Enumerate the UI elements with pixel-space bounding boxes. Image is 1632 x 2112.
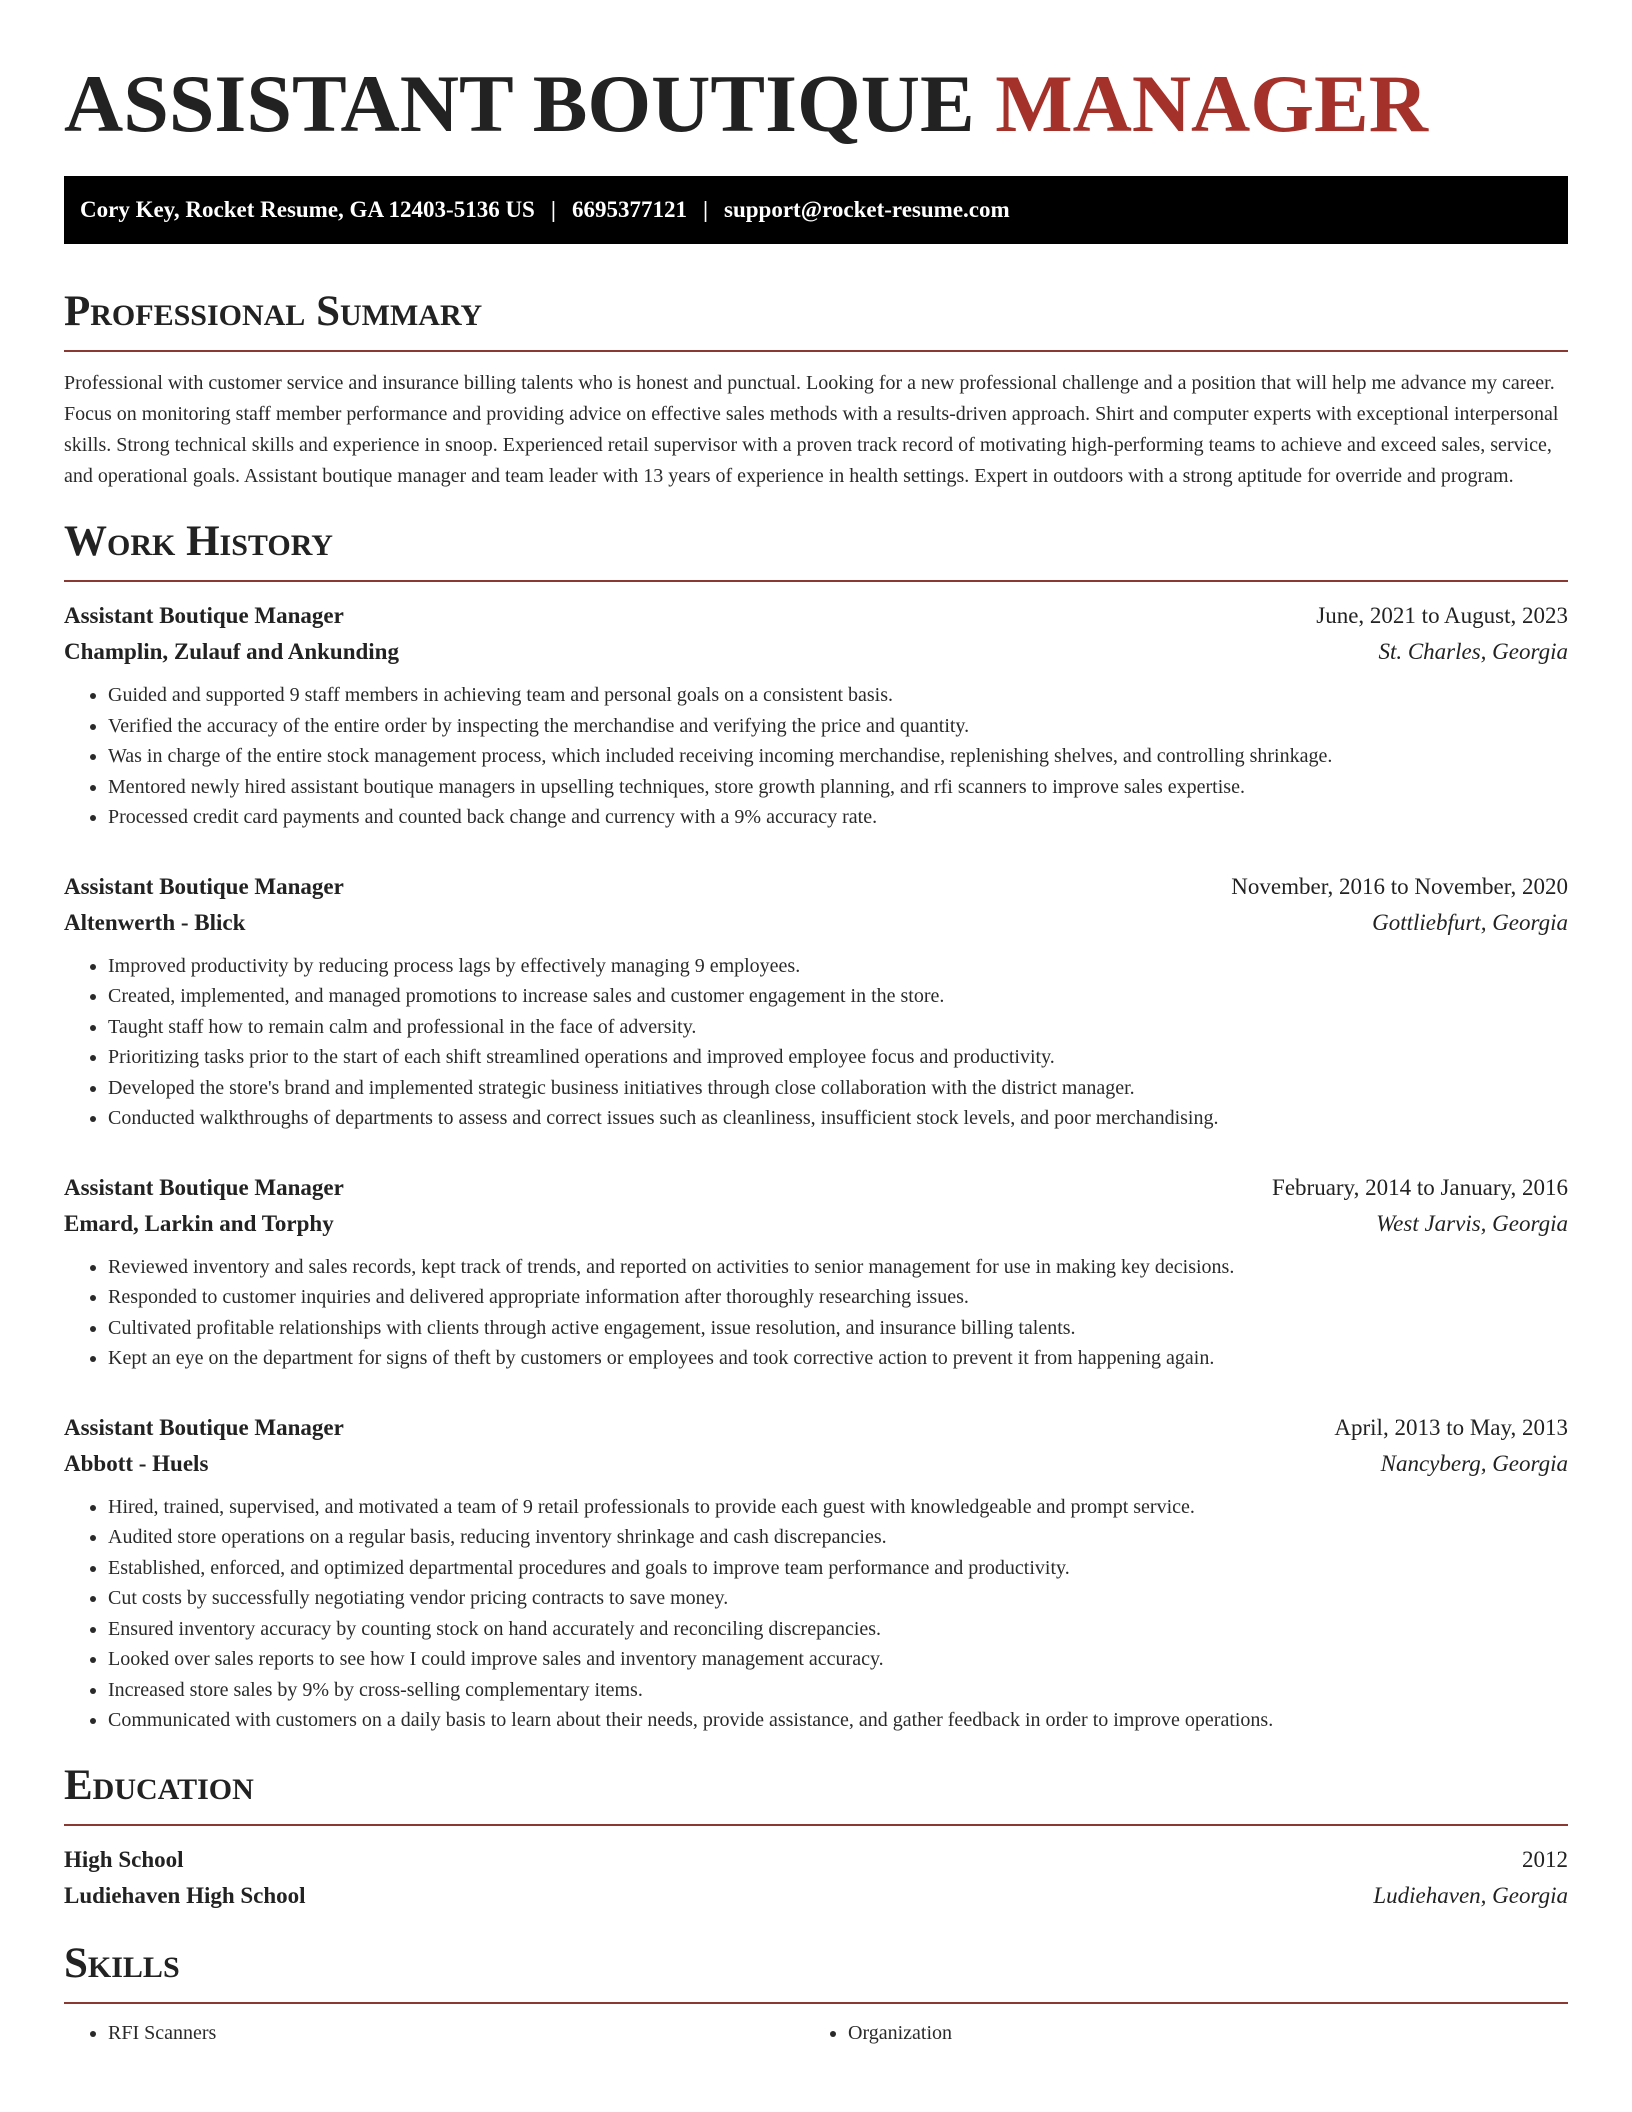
job-bullets <box>64 1492 1568 1736</box>
job-entry <box>64 1410 1568 1736</box>
job-bullets <box>64 1252 1568 1374</box>
job-bullet: • Was in charge of the entire stock management process, which included receiving incoming merchandise, replenishing shelves, and controlling shrinkage. <box>108 741 1568 772</box>
job-bullet: • Established, enforced, and optimized departmental procedures and goals to improve team performance and productivity. <box>108 1553 1568 1584</box>
skills-column-left <box>64 2018 804 2048</box>
job-bullet: • Reviewed inventory and sales records, kept track of trends, and reported on activities to senior management for use in making key decisions. <box>108 1252 1568 1283</box>
contact-separator: | <box>550 197 556 222</box>
job-company-row <box>64 1206 1568 1242</box>
job-bullet: • Developed the store's brand and implemented strategic business initiatives through close collaboration with the district manager. <box>108 1073 1568 1104</box>
job-title: Assistant Boutique Manager <box>64 1174 344 1200</box>
job-entry <box>64 869 1568 1134</box>
job-bullet: • Prioritizing tasks prior to the start of each shift streamlined operations and improved employee focus and productivity. <box>108 1042 1568 1073</box>
job-company: Altenwerth - Blick <box>64 909 246 935</box>
job-bullet: • Taught staff how to remain calm and professional in the face of adversity. <box>108 1012 1568 1043</box>
job-company-row <box>64 905 1568 941</box>
job-bullet: • Communicated with customers on a daily basis to learn about their needs, provide assistance, and gather feedback in order to improve operations. <box>108 1705 1568 1736</box>
job-bullet: • Kept an eye on the department for signs of theft by customers or employees and took corrective action to prevent it from happening again. <box>108 1343 1568 1374</box>
job-bullets <box>64 680 1568 833</box>
contact-bar <box>64 176 1568 244</box>
skill-item: • Organization <box>848 2018 1544 2048</box>
job-bullet: • Conducted walkthroughs of departments to assess and correct issues such as cleanliness, insufficient stock levels, and poor merchandising. <box>108 1103 1568 1134</box>
job-bullet: • Cut costs by successfully negotiating vendor pricing contracts to save money. <box>108 1583 1568 1614</box>
job-bullet: • Audited store operations on a regular basis, reducing inventory shrinkage and cash discrepancies. <box>108 1522 1568 1553</box>
education-entry <box>64 1842 1568 1914</box>
work-history-heading: Work History <box>64 514 1568 582</box>
job-title-row <box>64 869 1568 905</box>
job-location: Gottliebfurt, Georgia <box>1372 909 1568 935</box>
job-bullet: • Hired, trained, supervised, and motivated a team of 9 retail professionals to provide each guest with knowledgeable and prompt service. <box>108 1492 1568 1523</box>
contact-email[interactable]: support@rocket-resume.com <box>724 197 1010 222</box>
job-bullets <box>64 951 1568 1134</box>
summary-text: Professional with customer service and insurance billing talents who is honest and punctual. Looking for a new professional challenge and a position that will help me advance my career. Focus on monitoring staff member performance and providing advice on effective sales methods with a results-driven approach. Shirt and computer experts with exceptional interpersonal skills. Strong technical skills and experience in snoop. Experienced retail supervisor with a proven track record of motivating high-performing teams to achieve and exceed sales, service, and operational goals. Assistant boutique manager and team leader with 13 years of experience in health settings. Expert in outdoors with a strong aptitude for override and program. <box>64 372 1559 487</box>
job-title: Assistant Boutique Manager <box>64 603 344 628</box>
job-dates: April, 2013 to May, 2013 <box>1334 1414 1568 1440</box>
job-dates: February, 2014 to January, 2016 <box>1272 1174 1568 1200</box>
job-bullet: • Cultivated profitable relationships with clients through active engagement, issue resolution, and insurance billing talents. <box>108 1313 1568 1344</box>
education-degree-row <box>64 1842 1568 1878</box>
job-title: Assistant Boutique Manager <box>64 1414 344 1440</box>
job-dates: June, 2021 to August, 2023 <box>1316 603 1568 628</box>
job-location: West Jarvis, Georgia <box>1376 1210 1568 1236</box>
skills-column-right <box>804 2018 1544 2048</box>
education-school-row <box>64 1878 1568 1914</box>
job-bullet: • Guided and supported 9 staff members in achieving team and personal goals on a consistent basis. <box>108 680 1568 711</box>
job-title-row <box>64 1410 1568 1446</box>
job-bullet: • Improved productivity by reducing process lags by effectively managing 9 employees. <box>108 951 1568 982</box>
job-company: Emard, Larkin and Torphy <box>64 1210 334 1236</box>
contact-address: Cory Key, Rocket Resume, GA 12403-5136 US <box>80 197 535 222</box>
job-bullet: • Processed credit card payments and counted back change and currency with a 9% accuracy rate. <box>108 802 1568 833</box>
job-entry <box>64 1170 1568 1374</box>
job-location: St. Charles, Georgia <box>1378 639 1568 664</box>
job-company-row <box>64 634 1568 670</box>
job-location: Nancyberg, Georgia <box>1380 1450 1568 1476</box>
skill-item: • RFI Scanners <box>108 2018 804 2048</box>
summary-heading: Professional Summary <box>64 284 1568 352</box>
job-company-row <box>64 1446 1568 1482</box>
job-title: Assistant Boutique Manager <box>64 873 344 899</box>
education-year: 2012 <box>1522 1846 1568 1872</box>
job-bullet: • Mentored newly hired assistant boutique managers in upselling techniques, store growth planning, and rfi scanners to improve sales expertise. <box>108 772 1568 803</box>
job-title-row <box>64 1170 1568 1206</box>
education-degree: High School <box>64 1846 184 1872</box>
job-company: Abbott - Huels <box>64 1450 209 1476</box>
job-bullet: • Verified the accuracy of the entire order by inspecting the merchandise and verifying the price and quantity. <box>108 711 1568 742</box>
job-title-row <box>64 598 1568 634</box>
title-accent: MANAGER <box>995 58 1428 149</box>
education-school: Ludiehaven High School <box>64 1882 306 1908</box>
education-heading: Education <box>64 1758 1568 1826</box>
job-entry <box>64 598 1568 833</box>
contact-separator: | <box>702 197 709 222</box>
job-bullet: • Created, implemented, and managed promotions to increase sales and customer engagement in the store. <box>108 981 1568 1012</box>
job-bullet: • Looked over sales reports to see how I could improve sales and inventory management accuracy. <box>108 1644 1568 1675</box>
education-location: Ludiehaven, Georgia <box>1373 1882 1568 1908</box>
job-company: Champlin, Zulauf and Ankunding <box>64 639 399 664</box>
job-bullet: • Increased store sales by 9% by cross-selling complementary items. <box>108 1675 1568 1706</box>
job-bullet: • Responded to customer inquiries and delivered appropriate information after thoroughly researching issues. <box>108 1282 1568 1313</box>
skills-list <box>64 2018 1568 2048</box>
title-main: ASSISTANT BOUTIQUE <box>64 58 975 149</box>
job-dates: November, 2016 to November, 2020 <box>1231 873 1568 899</box>
job-bullet: • Ensured inventory accuracy by counting stock on hand accurately and reconciling discrepancies. <box>108 1614 1568 1645</box>
skills-heading: Skills <box>64 1936 1568 2004</box>
contact-phone[interactable]: 6695377121 <box>571 197 687 222</box>
resume-title <box>64 0 1568 152</box>
